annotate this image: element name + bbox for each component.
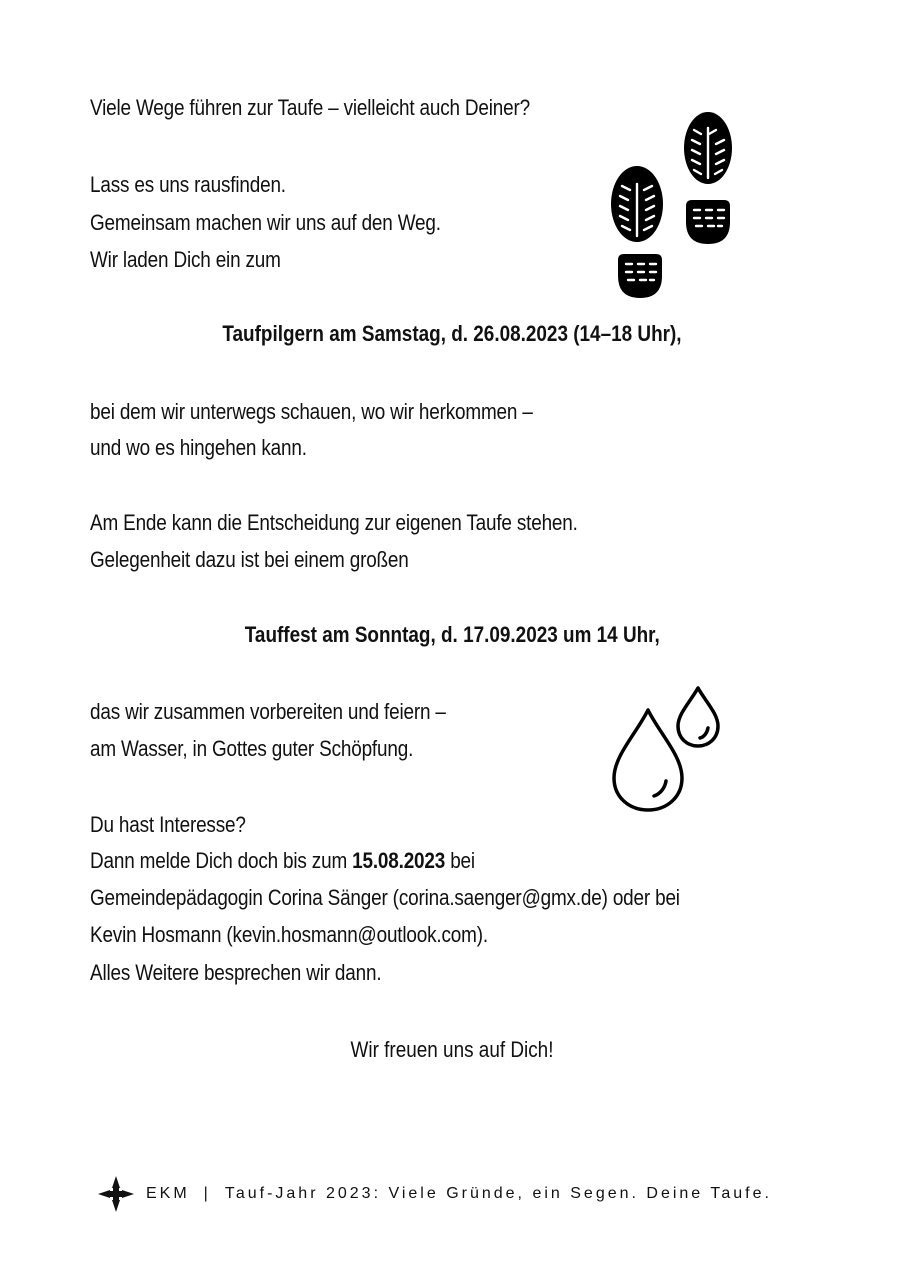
footer-separator: | xyxy=(203,1185,211,1202)
event-2-title: Tauffest am Sonntag, d. 17.09.2023 um 14 Uhr, xyxy=(244,622,660,647)
event-1-title: Taufpilgern am Samstag, d. 26.08.2023 (14–18 Uhr), xyxy=(222,321,682,346)
after-2-line-1: das wir zusammen vorbereiten und feiern – xyxy=(90,699,446,724)
footer-tagline: Tauf-Jahr 2023: Viele Gründe, ein Segen. Deine Taufe. xyxy=(224,1185,772,1202)
footer-logo-text: EKM xyxy=(146,1185,190,1202)
after-1-line-4: Gelegenheit dazu ist bei einem großen xyxy=(90,547,409,572)
contact-question: Du hast Interesse? xyxy=(90,812,246,837)
after-1-line-1: bei dem wir unterwegs schauen, wo wir herkommen – xyxy=(90,399,533,424)
greeting: Wir freuen uns auf Dich! xyxy=(350,1037,554,1062)
footer xyxy=(96,1176,772,1212)
water-drops-icon xyxy=(610,684,725,814)
contact-closing: Alles Weitere besprechen wir dann. xyxy=(90,960,382,985)
contact-person-2: Kevin Hosmann (kevin.hosmann@outlook.com). xyxy=(90,922,488,947)
ekm-cross-logo xyxy=(96,1174,136,1214)
contact-register xyxy=(90,846,475,876)
intro-line-4: Wir laden Dich ein zum xyxy=(90,247,281,272)
intro-line-3: Gemeinsam machen wir uns auf den Weg. xyxy=(90,210,441,235)
contact-person-1: Gemeindepädagogin Corina Sänger (corina.saenger@gmx.de) oder bei xyxy=(90,885,680,910)
register-suffix: bei xyxy=(450,848,475,873)
footprints-icon xyxy=(608,108,738,303)
after-2-line-2: am Wasser, in Gottes guter Schöpfung. xyxy=(90,736,414,761)
register-prefix: Dann melde Dich doch bis zum xyxy=(90,848,348,873)
after-1-line-3: Am Ende kann die Entscheidung zur eigenen Taufe stehen. xyxy=(90,510,578,535)
after-1-line-2: und wo es hingehen kann. xyxy=(90,435,307,460)
register-deadline: 15.08.2023 xyxy=(352,848,446,873)
intro-line-2: Lass es uns rausfinden. xyxy=(90,172,286,197)
intro-line-1: Viele Wege führen zur Taufe – vielleicht auch Deiner? xyxy=(90,95,530,120)
